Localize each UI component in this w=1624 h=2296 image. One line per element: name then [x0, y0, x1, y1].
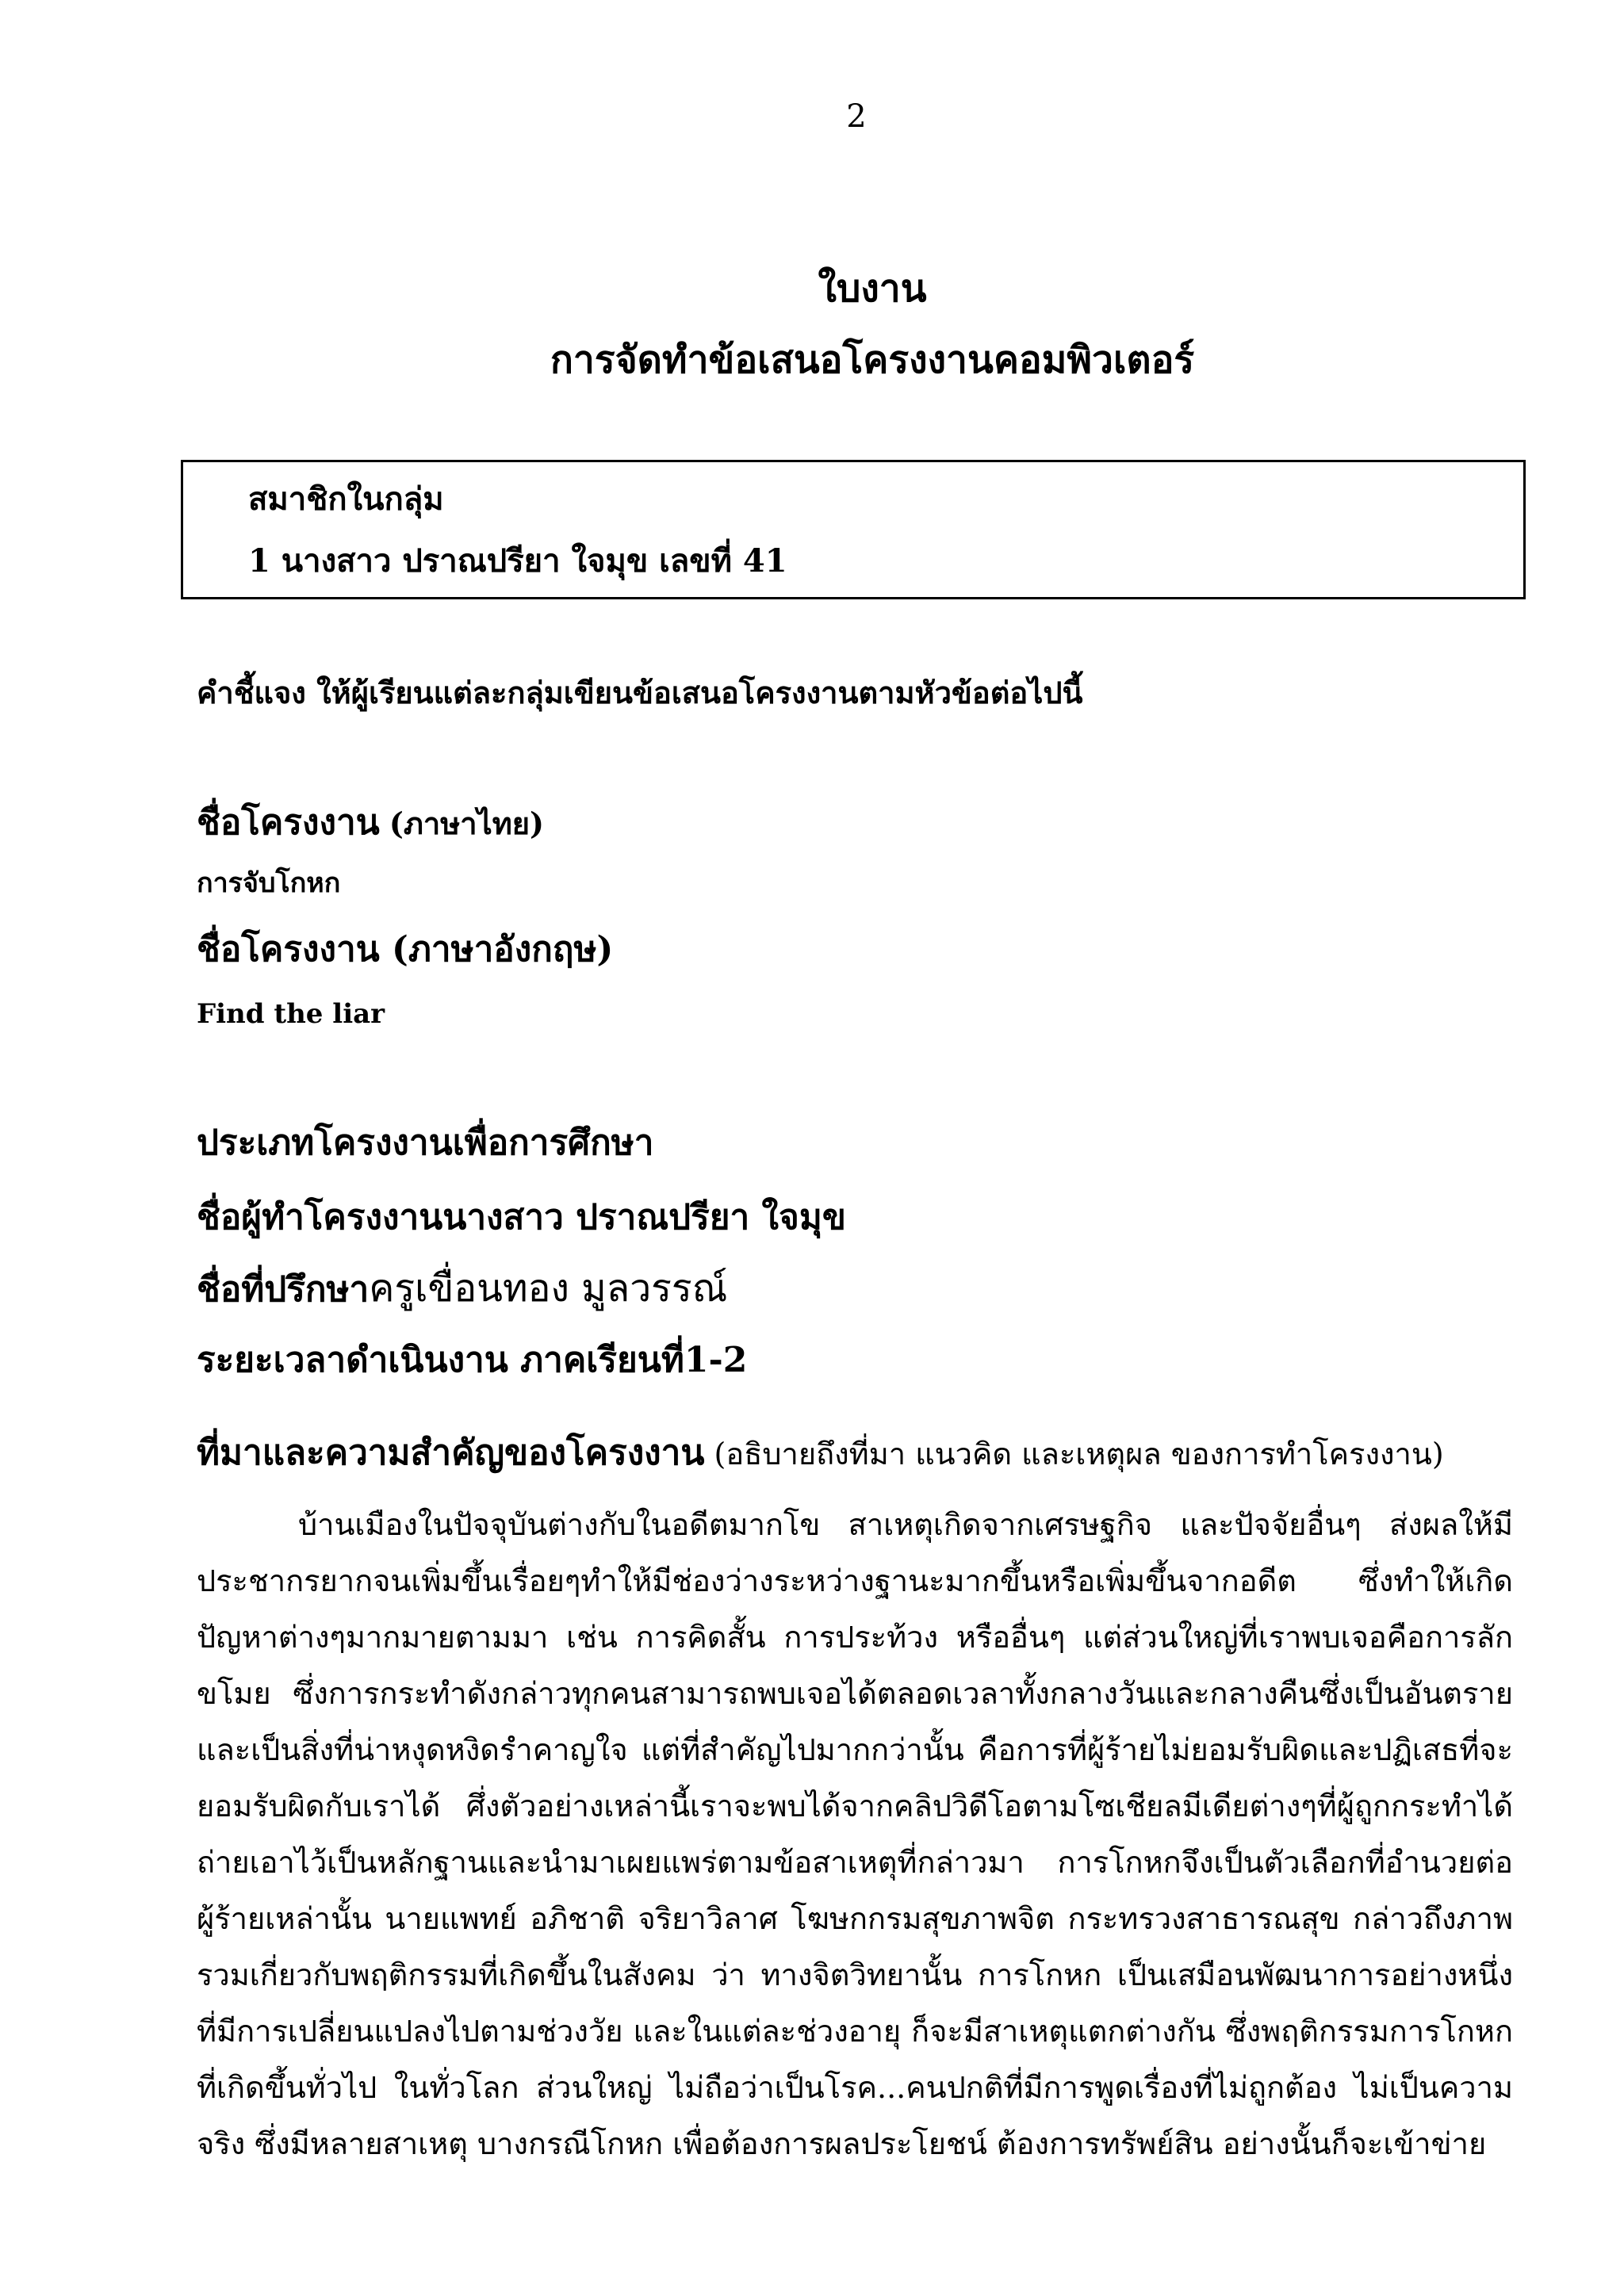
background-note: (อธิบายถึงที่มา แนวคิด และเหตุผล ของการทำโครงงาน) [714, 1437, 1444, 1471]
instruction-text: คำชี้แจง ให้ผู้เรียนแต่ละกลุ่มเขียนข้อเสนอโครงงานตามหัวข้อต่อไปนี้ [197, 675, 1083, 710]
project-author: ชื่อผู้ทำโครงงานนางสาว ปราณปรียา ใจมุข [197, 1197, 846, 1238]
advisor-line [197, 1265, 727, 1311]
project-name-th-label: ชื่อโครงงาน [197, 802, 380, 843]
project-name-th-note: (ภาษาไทย) [389, 806, 545, 841]
advisor-name: ครูเขื่อนทอง มูลวรรณ์ [369, 1266, 728, 1311]
project-type: ประเภทโครงงานเพื่อการศึกษา [197, 1123, 654, 1163]
group-members-box [181, 460, 1526, 599]
page-number: 2 [846, 98, 867, 135]
project-name-en-label: ชื่อโครงงาน (ภาษาอังกฤษ) [197, 929, 614, 970]
worksheet-title: ใบงาน [818, 266, 927, 311]
background-heading: ที่มาและความสำคัญของโครงงาน [197, 1433, 705, 1473]
group-members-heading: สมาชิกในกลุ่ม [248, 480, 444, 518]
project-name-th-value: การจับโกหก [197, 867, 341, 899]
project-name-en-value: Find the liar [197, 998, 385, 1030]
advisor-label: ชื่อที่ปรึกษา [197, 1269, 370, 1310]
background-heading-line [197, 1432, 1444, 1475]
project-name-th-line [197, 802, 544, 844]
group-member-row: 1 นางสาว ปราณปรียา ใจมุข เลขที่ 41 [248, 542, 787, 580]
worksheet-subtitle: การจัดทำข้อเสนอโครงงานคอมพิวเตอร์ [550, 338, 1195, 382]
project-duration: ระยะเวลาดำเนินงาน ภาคเรียนที่1-2 [197, 1340, 748, 1380]
background-paragraph: บ้านเมืองในปัจจุบันต่างกับในอดีตมากโข สาเหตุเกิดจากเศรษฐกิจ และปัจจัยอื่นๆ ส่งผลให้มีประชากรยากจนเพิ่มขึ้นเรื่อยๆทำให้มีช่องว่างระหว่างฐานะมากขึ้นหรือเพิ่มขึ้นจากอดีต ซึ่งทำให้เกิดปัญหาต่างๆมากมายตามมา เช่น การคิดสั้น การประท้วง หรืออื่นๆ แต่ส่วนใหญ่ที่เราพบเจอคือการลักขโมย ซึ่งการกระทำดังกล่าวทุกคนสามารถพบเจอได้ตลอดเวลาทั้งกลางวันและกลางคืนซึ่งเป็นอันตรายและเป็นสิ่งที่น่าหงุดหงิดรำคาญใจ แต่ที่สำคัญไปมากกว่านั้น คือการที่ผู้ร้ายไม่ยอมรับผิดและปฏิเสธที่จะยอมรับผิดกับเราได้ ศึ่งตัวอย่างเหล่านี้เราจะพบได้จากคลิปวิดีโอตามโซเชียลมีเดียต่างๆที่ผู้ถูกกระทำได้ถ่ายเอาไว้เป็นหลักฐานและนำมาเผยแพร่ตามข้อสาเหตุที่กล่าวมา การโกหกจึงเป็นตัวเลือกที่อำนวยต่อผู้ร้ายเหล่านั้น นายแพทย์ อภิชาติ จริยาวิลาศ โฆษกกรมสุขภาพจิต กระทรวงสาธารณสุข กล่าวถึงภาพรวมเกี่ยวกับพฤติกรรมที่เกิดขึ้นในสังคม ว่า ทางจิตวิทยานั้น การโกหก เป็นเสมือนพัฒนาการอย่างหนึ่ง ที่มีการเปลี่ยนแปลงไปตามช่วงวัย และในแต่ละช่วงอายุ ก็จะมีสาเหตุแตกต่างกัน ซึ่งพฤติกรรมการโกหก ที่เกิดขึ้นทั่วไป ในทั่วโลก ส่วนใหญ่ ไม่ถือว่าเป็นโรค...คนปกติที่มีการพูดเรื่องที่ไม่ถูกต้อง ไม่เป็นความจริง ซึ่งมีหลายสาเหตุ บางกรณีโกหก เพื่อต้องการผลประโยชน์ ต้องการทรัพย์สิน อย่างนั้นก็จะเข้าข่าย [197, 1507, 1513, 2161]
